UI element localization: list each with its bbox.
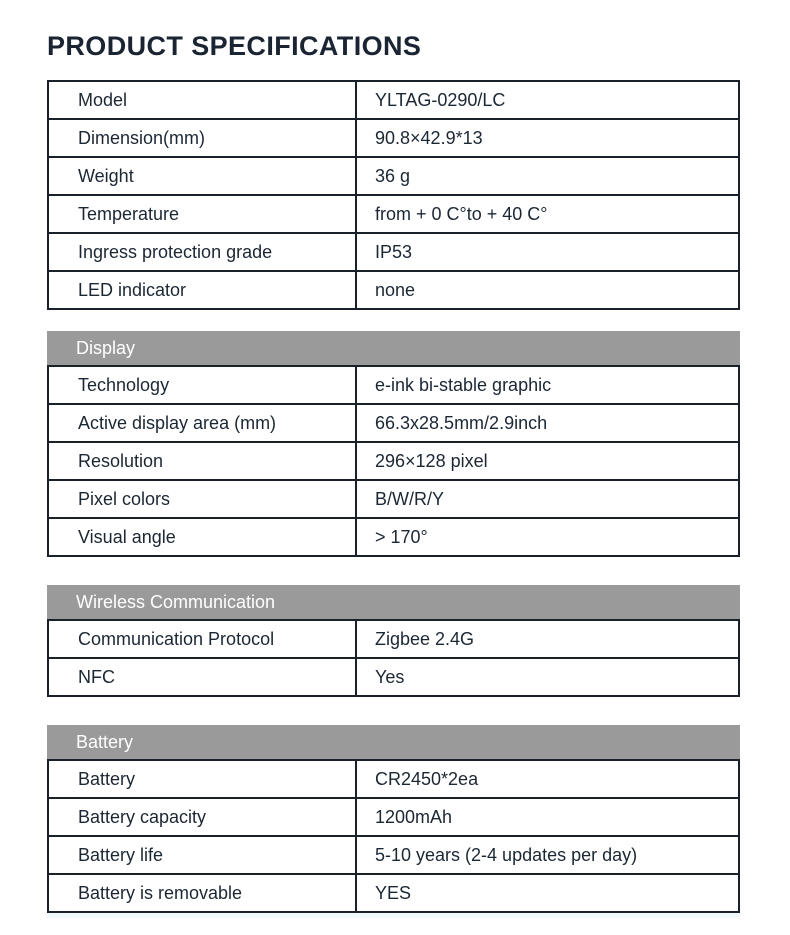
spec-table-general — [47, 80, 740, 310]
spec-label: Temperature — [49, 196, 357, 232]
spec-label: Active display area (mm) — [49, 405, 357, 441]
spec-value: 1200mAh — [375, 806, 453, 827]
spec-label: Weight — [49, 158, 357, 194]
spec-table-wireless — [47, 585, 740, 697]
table-row — [49, 659, 738, 695]
spec-label: Dimension(mm) — [49, 120, 357, 156]
spec-label: Visual angle — [49, 519, 357, 555]
spec-value: IP53 — [375, 241, 413, 262]
table-row — [49, 272, 738, 308]
spec-value: 90.8×42.9*13 — [375, 127, 483, 148]
section-header-display — [47, 331, 740, 365]
table-row — [49, 196, 738, 234]
spec-value: 296×128 pixel — [375, 450, 488, 471]
section-header-wireless — [47, 585, 740, 619]
section-header-label: Wireless Communication — [76, 591, 276, 612]
spec-value: Yes — [375, 666, 405, 687]
table-row — [49, 443, 738, 481]
spec-label: Communication Protocol — [49, 621, 357, 657]
table-row — [49, 234, 738, 272]
spec-label: Battery — [49, 761, 357, 797]
spec-value: B/W/R/Y — [375, 488, 445, 509]
spec-label: Resolution — [49, 443, 357, 479]
section-header-label: Battery — [76, 731, 134, 752]
table-row — [49, 761, 738, 799]
spec-table-battery — [47, 725, 740, 913]
page-title: PRODUCT SPECIFICATIONS — [47, 31, 422, 61]
spec-label: Battery is removable — [49, 875, 357, 911]
spec-value: 5-10 years (2-4 updates per day) — [375, 844, 638, 865]
spec-label: Model — [49, 82, 357, 118]
spec-value: > 170° — [375, 526, 428, 547]
section-header-label: Display — [76, 337, 136, 358]
spec-label: Technology — [49, 367, 357, 403]
spec-value: YLTAG-0290/LC — [375, 89, 506, 110]
spec-value: e-ink bi-stable graphic — [375, 374, 552, 395]
scan-shadow-strip — [47, 913, 740, 918]
spec-value: 36 g — [375, 165, 411, 186]
spec-label: NFC — [49, 659, 357, 695]
spec-label: Ingress protection grade — [49, 234, 357, 270]
spec-label: LED indicator — [49, 272, 357, 308]
section-header-battery — [47, 725, 740, 759]
spec-value: Zigbee 2.4G — [375, 628, 475, 649]
table-row — [49, 875, 738, 911]
table-row — [49, 621, 738, 659]
spec-label: Pixel colors — [49, 481, 357, 517]
spec-value: 66.3x28.5mm/2.9inch — [375, 412, 548, 433]
spec-table-display — [47, 331, 740, 557]
spec-label: Battery capacity — [49, 799, 357, 835]
table-row — [49, 481, 738, 519]
table-row — [49, 367, 738, 405]
spec-value: CR2450*2ea — [375, 768, 479, 789]
table-row — [49, 120, 738, 158]
table-row — [49, 519, 738, 555]
table-row — [49, 82, 738, 120]
table-row — [49, 158, 738, 196]
table-row — [49, 837, 738, 875]
spec-value: YES — [375, 882, 412, 903]
table-row — [49, 405, 738, 443]
spec-label: Battery life — [49, 837, 357, 873]
table-row — [49, 799, 738, 837]
spec-value: from + 0 C°to + 40 C° — [375, 203, 548, 224]
spec-value: none — [375, 279, 416, 300]
